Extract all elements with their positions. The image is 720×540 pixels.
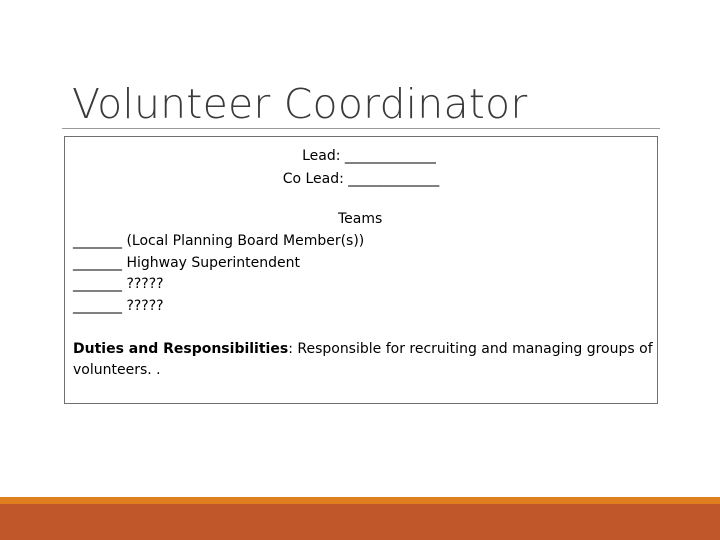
teams-heading: Teams <box>338 211 383 227</box>
title-divider <box>62 128 660 129</box>
colead-line: Co Lead: _____________ <box>282 171 440 187</box>
team-item: _______ Highway Superintendent <box>73 254 301 271</box>
team-item: _______ (Local Planning Board Member(s)) <box>73 233 365 249</box>
slide-title: Volunteer Coordinator <box>72 80 528 128</box>
team-item: _______ ????? <box>73 297 164 314</box>
accent-bar-thick <box>0 504 720 540</box>
team-list <box>73 231 364 317</box>
content-box <box>64 136 658 404</box>
duties-paragraph <box>73 339 653 381</box>
duties-text: : Responsible for recruiting and managing groups of volunteers. . <box>73 341 653 378</box>
team-item: _______ ????? <box>73 276 164 292</box>
duties-label: Duties and Responsibilities <box>73 341 289 357</box>
lead-line: Lead: _____________ <box>302 148 436 164</box>
accent-bar-thin <box>0 497 720 504</box>
